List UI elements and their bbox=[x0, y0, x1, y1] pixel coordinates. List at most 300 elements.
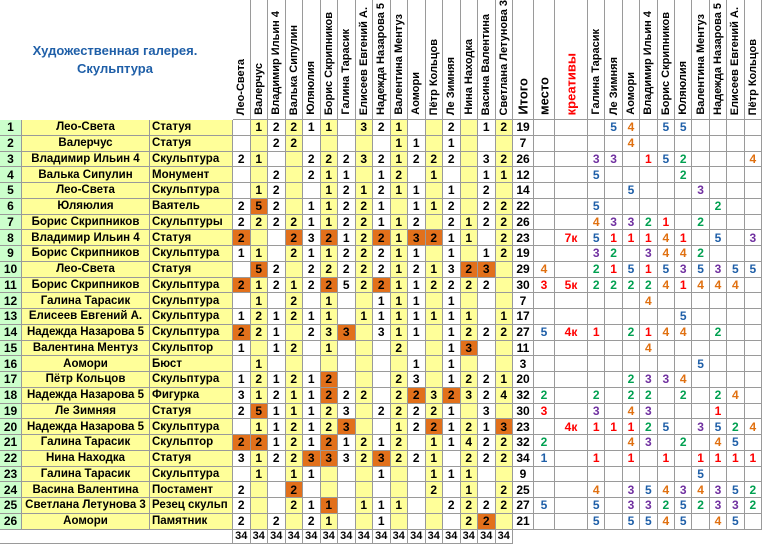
score-cell: 1 bbox=[373, 199, 391, 215]
score-cell bbox=[408, 514, 426, 530]
creative-cell bbox=[555, 136, 588, 152]
ranking-cell: 1 bbox=[745, 451, 762, 467]
ranking-cell: 4 bbox=[588, 215, 605, 231]
score-cell: 1 bbox=[321, 199, 339, 215]
work-type: Статуя bbox=[150, 262, 233, 278]
ranking-cell bbox=[640, 183, 657, 199]
score-cell: 3 bbox=[303, 451, 321, 467]
score-cell: 2 bbox=[251, 309, 269, 325]
score-cell bbox=[286, 514, 304, 530]
total-cell: 29 bbox=[513, 262, 534, 278]
creative-cell: 4к bbox=[555, 419, 588, 435]
ranking-cell: 2 bbox=[588, 278, 605, 294]
score-cell: 1 bbox=[303, 388, 321, 404]
score-cell: 1 bbox=[303, 498, 321, 514]
score-cell: 1 bbox=[478, 246, 496, 262]
score-cell bbox=[478, 467, 496, 483]
author-name: Светлана Летунова 3 bbox=[22, 498, 150, 514]
score-cell: 2 bbox=[233, 199, 251, 215]
score-cell: 2 bbox=[461, 498, 479, 514]
total-cell: 17 bbox=[513, 309, 534, 325]
score-cell: 2 bbox=[233, 325, 251, 341]
score-cell: 2 bbox=[496, 120, 514, 136]
ranking-cell: 5 bbox=[658, 152, 675, 168]
score-cell bbox=[496, 356, 514, 372]
score-cell: 2 bbox=[478, 215, 496, 231]
total-cell: 23 bbox=[513, 230, 534, 246]
ranking-cell: 3 bbox=[588, 404, 605, 420]
ranking-cell: 2 bbox=[623, 325, 640, 341]
ranking-cell bbox=[727, 215, 744, 231]
total-cell: 14 bbox=[513, 183, 534, 199]
ranking-cell bbox=[675, 451, 692, 467]
score-cell bbox=[268, 293, 286, 309]
jury-name: Пётр Кольцов bbox=[427, 38, 440, 115]
place-cell bbox=[534, 293, 555, 309]
total-cell: 19 bbox=[513, 120, 534, 136]
ranking-cell: 4 bbox=[710, 514, 727, 530]
footer-count: 34 bbox=[373, 530, 391, 544]
score-cell bbox=[233, 167, 251, 183]
row-number: 11 bbox=[0, 278, 22, 294]
ranking-cell bbox=[675, 419, 692, 435]
score-cell: 1 bbox=[268, 325, 286, 341]
creative-header bbox=[555, 0, 588, 120]
score-cell: 2 bbox=[356, 435, 374, 451]
score-cell: 1 bbox=[303, 246, 321, 262]
score-cell bbox=[391, 199, 409, 215]
score-cell: 1 bbox=[233, 246, 251, 262]
ranking-cell: 4 bbox=[623, 136, 640, 152]
ranking-cell bbox=[692, 230, 709, 246]
score-cell bbox=[373, 388, 391, 404]
work-type: Постамент bbox=[150, 482, 233, 498]
score-cell: 1 bbox=[303, 215, 321, 231]
score-cell bbox=[408, 341, 426, 357]
ranking-cell: 4 bbox=[675, 372, 692, 388]
score-cell bbox=[286, 199, 304, 215]
ranking-cell: 1 bbox=[588, 419, 605, 435]
creative-cell bbox=[555, 309, 588, 325]
total-cell: 3 bbox=[513, 356, 534, 372]
ranking-cell: 1 bbox=[640, 325, 657, 341]
total-cell: 22 bbox=[513, 199, 534, 215]
score-cell: 2 bbox=[443, 278, 461, 294]
score-cell: 1 bbox=[251, 388, 269, 404]
score-cell: 3 bbox=[443, 262, 461, 278]
score-cell bbox=[391, 467, 409, 483]
ranking-cell: 4 bbox=[658, 230, 675, 246]
ranking-cell bbox=[727, 341, 744, 357]
work-type: Резец скульп bbox=[150, 498, 233, 514]
right-jury-header bbox=[658, 0, 675, 120]
score-cell: 2 bbox=[338, 199, 356, 215]
score-cell: 2 bbox=[286, 341, 304, 357]
score-cell bbox=[496, 183, 514, 199]
score-cell bbox=[268, 467, 286, 483]
ranking-cell: 5 bbox=[623, 183, 640, 199]
score-cell bbox=[408, 167, 426, 183]
footer-count: 34 bbox=[356, 530, 374, 544]
ranking-cell bbox=[710, 356, 727, 372]
ranking-cell: 2 bbox=[588, 388, 605, 404]
score-cell bbox=[391, 356, 409, 372]
place-cell bbox=[534, 372, 555, 388]
ranking-cell bbox=[658, 199, 675, 215]
score-cell: 2 bbox=[233, 278, 251, 294]
ranking-cell bbox=[605, 167, 622, 183]
ranking-cell bbox=[692, 199, 709, 215]
score-cell: 1 bbox=[478, 419, 496, 435]
score-cell: 2 bbox=[443, 152, 461, 168]
score-cell: 1 bbox=[356, 309, 374, 325]
score-cell bbox=[286, 325, 304, 341]
row-number: 14 bbox=[0, 325, 22, 341]
score-cell: 2 bbox=[321, 278, 339, 294]
score-cell: 3 bbox=[478, 404, 496, 420]
creative-cell bbox=[555, 167, 588, 183]
score-cell: 1 bbox=[356, 183, 374, 199]
footer-count: 34 bbox=[408, 530, 426, 544]
score-cell: 2 bbox=[496, 325, 514, 341]
score-cell: 2 bbox=[496, 482, 514, 498]
jury-header bbox=[356, 0, 374, 120]
jury-name: Борис Скрипников bbox=[322, 11, 335, 115]
place-cell bbox=[534, 215, 555, 231]
score-cell bbox=[408, 482, 426, 498]
author-name: Валерчус bbox=[22, 136, 150, 152]
score-cell: 2 bbox=[391, 167, 409, 183]
footer-count: 34 bbox=[251, 530, 269, 544]
score-cell: 1 bbox=[338, 435, 356, 451]
score-cell: 1 bbox=[251, 278, 269, 294]
ranking-cell: 4 bbox=[692, 278, 709, 294]
score-cell: 2 bbox=[391, 451, 409, 467]
place-cell: 3 bbox=[534, 278, 555, 294]
ranking-cell bbox=[675, 136, 692, 152]
score-cell: 1 bbox=[391, 309, 409, 325]
score-cell: 1 bbox=[286, 388, 304, 404]
ranking-cell bbox=[745, 514, 762, 530]
score-cell: 1 bbox=[268, 419, 286, 435]
footer-count: 34 bbox=[286, 530, 304, 544]
right-jury-header bbox=[675, 0, 692, 120]
ranking-cell: 5 bbox=[710, 230, 727, 246]
score-cell bbox=[303, 136, 321, 152]
ranking-cell: 5 bbox=[692, 467, 709, 483]
ranking-cell bbox=[692, 136, 709, 152]
score-cell: 2 bbox=[286, 230, 304, 246]
score-cell: 5 bbox=[251, 404, 269, 420]
ranking-cell: 3 bbox=[710, 262, 727, 278]
score-cell: 2 bbox=[251, 215, 269, 231]
ranking-cell bbox=[745, 404, 762, 420]
score-cell: 2 bbox=[356, 388, 374, 404]
score-cell bbox=[373, 419, 391, 435]
ranking-cell: 2 bbox=[675, 435, 692, 451]
score-cell: 1 bbox=[461, 467, 479, 483]
score-cell bbox=[426, 372, 444, 388]
total-cell: 26 bbox=[513, 152, 534, 168]
creative-cell: 4к bbox=[555, 325, 588, 341]
place-cell bbox=[534, 467, 555, 483]
score-cell bbox=[356, 467, 374, 483]
score-cell: 1 bbox=[303, 467, 321, 483]
score-cell bbox=[233, 293, 251, 309]
score-cell: 2 bbox=[478, 498, 496, 514]
ranking-cell bbox=[640, 167, 657, 183]
row-number: 7 bbox=[0, 215, 22, 231]
score-cell bbox=[408, 435, 426, 451]
ranking-cell: 2 bbox=[605, 278, 622, 294]
creative-cell bbox=[555, 451, 588, 467]
score-cell: 1 bbox=[461, 215, 479, 231]
row-number: 20 bbox=[0, 419, 22, 435]
row-number: 6 bbox=[0, 199, 22, 215]
author-name: Галина Тарасик bbox=[22, 467, 150, 483]
ranking-cell: 5 bbox=[675, 309, 692, 325]
footer-count: 34 bbox=[321, 530, 339, 544]
score-cell: 2 bbox=[426, 482, 444, 498]
jury-header bbox=[373, 0, 391, 120]
score-cell: 1 bbox=[408, 199, 426, 215]
score-cell: 3 bbox=[478, 152, 496, 168]
score-cell bbox=[251, 482, 269, 498]
ranking-cell: 4 bbox=[710, 435, 727, 451]
score-cell: 2 bbox=[461, 262, 479, 278]
place-cell bbox=[534, 356, 555, 372]
row-number: 26 bbox=[0, 514, 22, 530]
score-cell: 2 bbox=[321, 372, 339, 388]
ranking-cell bbox=[588, 435, 605, 451]
score-cell: 1 bbox=[303, 372, 321, 388]
ranking-cell bbox=[605, 325, 622, 341]
ranking-cell bbox=[710, 152, 727, 168]
author-name: Надежда Назарова 5 bbox=[22, 325, 150, 341]
score-cell: 1 bbox=[251, 293, 269, 309]
score-cell: 1 bbox=[443, 467, 461, 483]
ranking-cell: 2 bbox=[745, 482, 762, 498]
score-cell: 1 bbox=[408, 278, 426, 294]
ranking-cell bbox=[745, 167, 762, 183]
ranking-cell: 5 bbox=[727, 262, 744, 278]
score-cell bbox=[338, 372, 356, 388]
creative-cell bbox=[555, 514, 588, 530]
score-cell: 2 bbox=[356, 215, 374, 231]
score-cell bbox=[496, 278, 514, 294]
right-jury-header bbox=[710, 0, 727, 120]
score-cell: 2 bbox=[478, 183, 496, 199]
ranking-cell: 3 bbox=[710, 498, 727, 514]
score-cell: 5 bbox=[251, 262, 269, 278]
score-cell: 2 bbox=[461, 451, 479, 467]
score-cell: 3 bbox=[321, 451, 339, 467]
ranking-cell: 3 bbox=[640, 372, 657, 388]
score-cell: 2 bbox=[391, 341, 409, 357]
ranking-cell: 4 bbox=[692, 482, 709, 498]
footer-count: 34 bbox=[303, 530, 321, 544]
ranking-cell: 2 bbox=[710, 325, 727, 341]
score-cell bbox=[356, 419, 374, 435]
score-cell: 1 bbox=[251, 356, 269, 372]
score-cell: 1 bbox=[426, 167, 444, 183]
ranking-cell bbox=[692, 404, 709, 420]
total-cell: 25 bbox=[513, 482, 534, 498]
work-type: Статуя bbox=[150, 136, 233, 152]
score-cell: 3 bbox=[321, 325, 339, 341]
score-cell: 3 bbox=[408, 230, 426, 246]
score-cell bbox=[321, 482, 339, 498]
score-cell: 2 bbox=[321, 435, 339, 451]
creative-cell bbox=[555, 467, 588, 483]
ranking-cell: 1 bbox=[640, 262, 657, 278]
score-cell: 1 bbox=[303, 404, 321, 420]
score-cell bbox=[233, 120, 251, 136]
ranking-cell bbox=[745, 341, 762, 357]
score-cell: 2 bbox=[461, 419, 479, 435]
score-cell bbox=[233, 262, 251, 278]
ranking-cell: 1 bbox=[710, 404, 727, 420]
author-name: Галина Тарасик bbox=[22, 293, 150, 309]
score-cell: 2 bbox=[338, 388, 356, 404]
row-number: 16 bbox=[0, 356, 22, 372]
score-cell: 1 bbox=[373, 293, 391, 309]
author-name: Галина Тарасик bbox=[22, 435, 150, 451]
score-cell bbox=[338, 514, 356, 530]
score-cell: 2 bbox=[443, 120, 461, 136]
score-cell: 2 bbox=[478, 435, 496, 451]
ranking-cell: 2 bbox=[745, 498, 762, 514]
total-cell: 32 bbox=[513, 435, 534, 451]
author-name: Лео-Света bbox=[22, 183, 150, 199]
row-number: 5 bbox=[0, 183, 22, 199]
place-cell: 1 bbox=[534, 451, 555, 467]
score-cell: 2 bbox=[373, 120, 391, 136]
ranking-cell bbox=[727, 404, 744, 420]
ranking-cell: 1 bbox=[605, 262, 622, 278]
ranking-cell: 3 bbox=[588, 246, 605, 262]
score-cell: 1 bbox=[251, 246, 269, 262]
place-cell: 3 bbox=[534, 404, 555, 420]
jury-name: Галина Тарасик bbox=[340, 29, 353, 115]
score-cell: 1 bbox=[373, 498, 391, 514]
ranking-cell bbox=[623, 246, 640, 262]
score-cell: 2 bbox=[408, 152, 426, 168]
ranking-cell: 2 bbox=[623, 388, 640, 404]
jury-name: Нина Находка bbox=[462, 39, 475, 115]
gallery-title bbox=[0, 0, 230, 120]
ranking-cell bbox=[605, 467, 622, 483]
ranking-cell bbox=[692, 293, 709, 309]
ranking-cell bbox=[623, 467, 640, 483]
ranking-cell bbox=[675, 293, 692, 309]
score-cell: 2 bbox=[443, 199, 461, 215]
ranking-cell bbox=[640, 309, 657, 325]
jury-header bbox=[391, 0, 409, 120]
ranking-cell bbox=[692, 152, 709, 168]
score-cell: 3 bbox=[356, 120, 374, 136]
ranking-cell: 3 bbox=[623, 498, 640, 514]
score-cell: 2 bbox=[496, 451, 514, 467]
score-cell: 1 bbox=[373, 435, 391, 451]
ranking-cell bbox=[640, 356, 657, 372]
ranking-cell bbox=[623, 199, 640, 215]
score-cell bbox=[496, 293, 514, 309]
score-cell bbox=[408, 498, 426, 514]
footer-count: 34 bbox=[443, 530, 461, 544]
ranking-cell bbox=[692, 341, 709, 357]
ranking-cell: 5 bbox=[675, 514, 692, 530]
ranking-cell bbox=[727, 356, 744, 372]
total-cell: 30 bbox=[513, 404, 534, 420]
score-cell bbox=[356, 404, 374, 420]
score-cell: 2 bbox=[268, 136, 286, 152]
score-cell bbox=[338, 293, 356, 309]
score-cell bbox=[461, 136, 479, 152]
ranking-cell: 4 bbox=[588, 482, 605, 498]
score-cell: 2 bbox=[426, 152, 444, 168]
score-cell: 1 bbox=[338, 230, 356, 246]
ranking-cell: 4 bbox=[658, 278, 675, 294]
author-name: Аомори bbox=[22, 356, 150, 372]
creative-cell bbox=[555, 341, 588, 357]
score-cell: 3 bbox=[408, 372, 426, 388]
right-jury-name: Владимир Ильин 4 bbox=[642, 11, 655, 115]
score-cell: 2 bbox=[338, 262, 356, 278]
score-cell: 1 bbox=[321, 293, 339, 309]
score-cell: 2 bbox=[303, 514, 321, 530]
score-cell: 1 bbox=[391, 498, 409, 514]
score-cell bbox=[443, 167, 461, 183]
score-cell: 2 bbox=[286, 498, 304, 514]
score-cell bbox=[338, 341, 356, 357]
ranking-cell bbox=[727, 372, 744, 388]
author-name: Борис Скрипников bbox=[22, 278, 150, 294]
creative-cell bbox=[555, 215, 588, 231]
score-cell: 1 bbox=[443, 136, 461, 152]
author-name: Васина Валентина bbox=[22, 482, 150, 498]
ranking-cell bbox=[727, 293, 744, 309]
ranking-cell: 1 bbox=[675, 230, 692, 246]
score-cell: 3 bbox=[478, 262, 496, 278]
ranking-cell bbox=[605, 482, 622, 498]
right-jury-name: Валентина Ментуз bbox=[694, 14, 707, 115]
score-cell: 1 bbox=[443, 341, 461, 357]
score-cell: 1 bbox=[303, 419, 321, 435]
score-cell bbox=[478, 293, 496, 309]
footer-count: 34 bbox=[233, 530, 251, 544]
ranking-cell bbox=[588, 183, 605, 199]
score-cell: 2 bbox=[478, 388, 496, 404]
score-cell bbox=[426, 498, 444, 514]
work-type: Скульптура bbox=[150, 467, 233, 483]
score-cell: 1 bbox=[391, 120, 409, 136]
ranking-cell: 1 bbox=[605, 419, 622, 435]
score-cell: 1 bbox=[338, 167, 356, 183]
creative-cell bbox=[555, 498, 588, 514]
creative-cell bbox=[555, 404, 588, 420]
ranking-cell bbox=[623, 152, 640, 168]
author-name: Аомори bbox=[22, 514, 150, 530]
ranking-cell: 1 bbox=[675, 278, 692, 294]
ranking-cell: 1 bbox=[640, 230, 657, 246]
ranking-cell bbox=[658, 167, 675, 183]
score-cell bbox=[426, 325, 444, 341]
ranking-cell: 2 bbox=[710, 199, 727, 215]
score-cell bbox=[286, 262, 304, 278]
jury-name: Елисеев Евгений А. bbox=[357, 6, 370, 115]
place-cell: 2 bbox=[534, 435, 555, 451]
